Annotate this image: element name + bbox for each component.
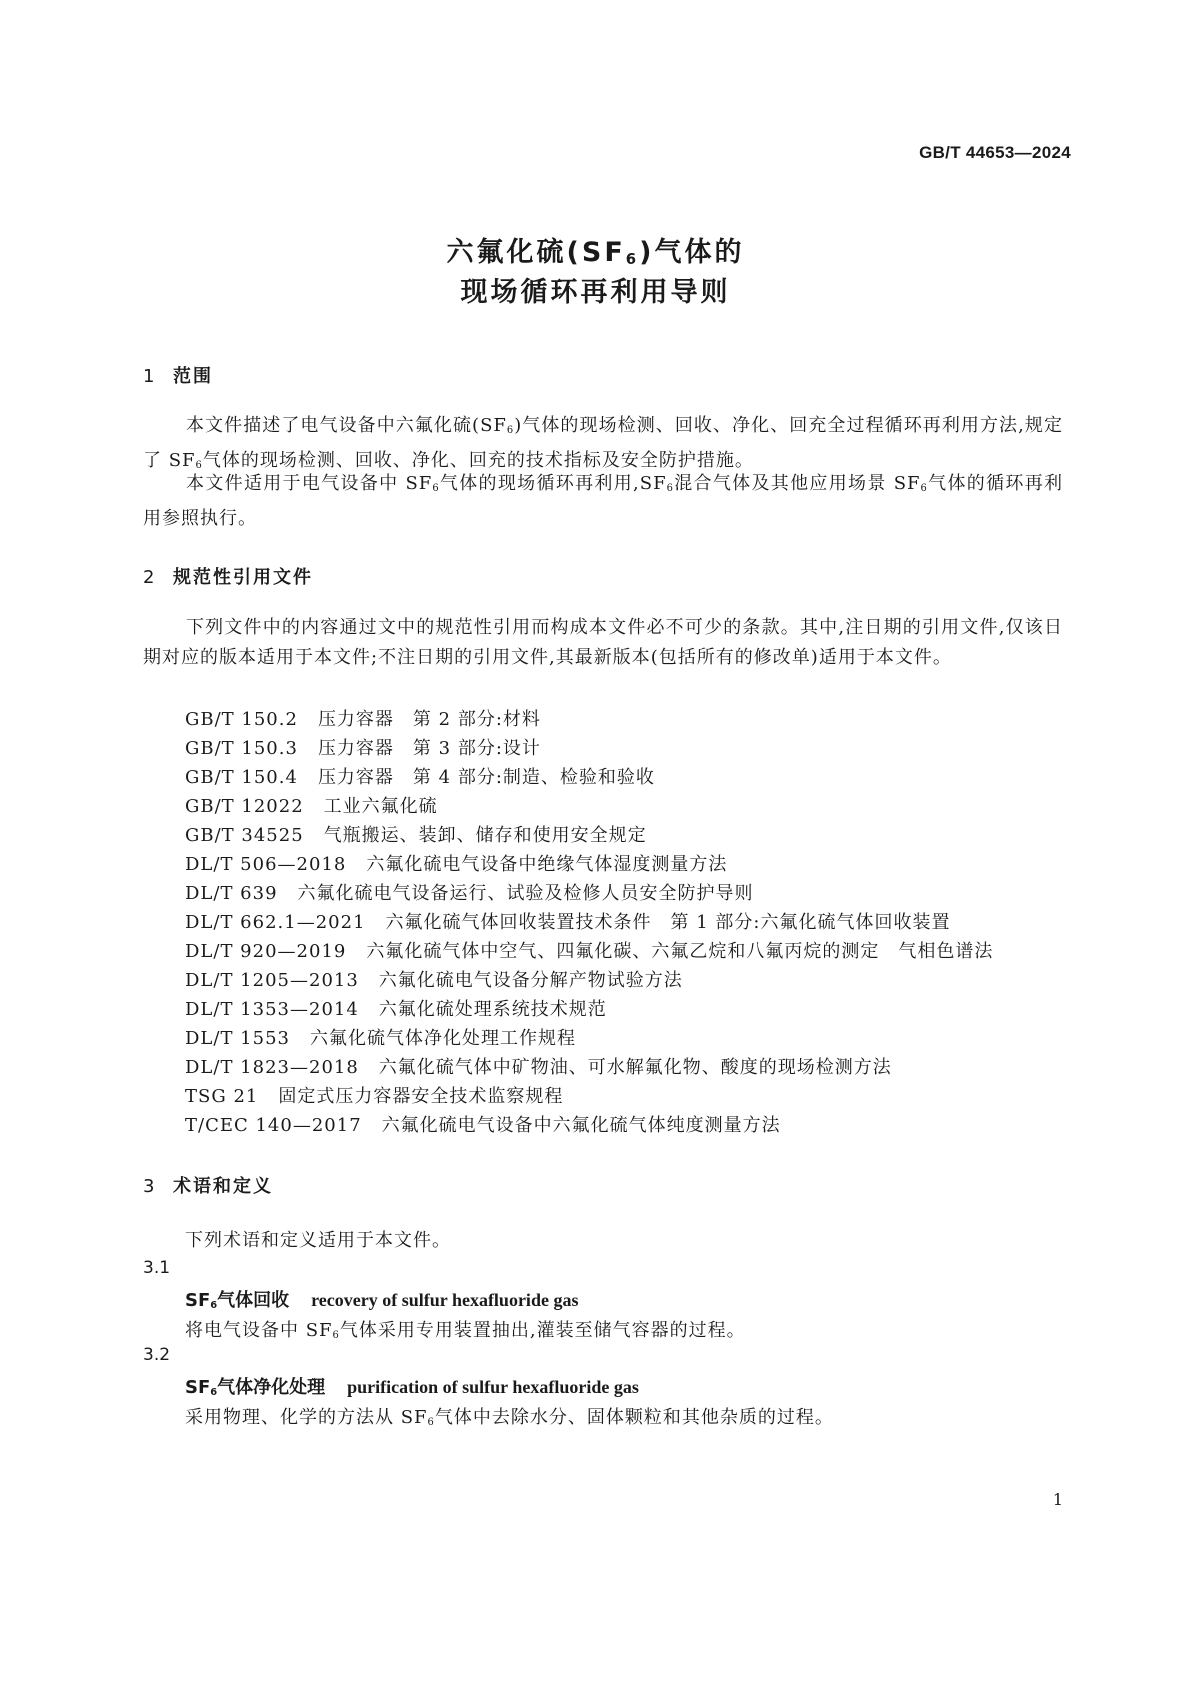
reference-item: TSG 21 固定式压力容器安全技术监察规程 [185, 1086, 564, 1107]
page-number: 1 [1052, 1490, 1063, 1509]
reference-item: GB/T 150.4 压力容器 第 4 部分:制造、检验和验收 [185, 767, 655, 788]
section-1-paragraph-1: 本文件描述了电气设备中六氟化硫$(SF_6)$气体的现场检测、回收、净化、回充全过程循环再利用方法,规定了 $SF_6$气体的现场检测、回收、净化、回充的技术指标及安全防护措施。 [143, 415, 1063, 471]
standard-number: GB/T 44653—2024 [919, 143, 1071, 162]
reference-item: T/CEC 140—2017 六氟化硫电气设备中六氟化硫气体纯度测量方法 [185, 1115, 781, 1136]
term-heading: $SF_6$气体回收 recovery of sulfur hexafluoride gas [185, 1290, 579, 1311]
reference-item: DL/T 1823—2018 六氟化硫气体中矿物油、可水解氟化物、酸度的现场检测方法 [185, 1057, 892, 1078]
term-definition: 将电气设备中 $SF_6$气体采用专用装置抽出,灌装至储气容器的过程。 [185, 1320, 746, 1341]
section-1-paragraph-2: 本文件适用于电气设备中 $SF_6$气体的现场循环再利用$,SF_6$混合气体及其他应用场景 $SF_6$气体的循环再利用参照执行。 [143, 473, 1064, 529]
term-heading: $SF_6$气体净化处理 purification of sulfur hexafluoride gas [185, 1377, 639, 1398]
reference-item: GB/T 34525 气瓶搬运、装卸、储存和使用安全规定 [185, 825, 647, 846]
document-title-line-2: 现场循环再利用导则 [460, 277, 731, 308]
section-2-heading: 2 规范性引用文件 [143, 567, 313, 588]
document-title-line-1: 六氟化硫$(SF_6)$气体的 [446, 237, 745, 268]
section-3-heading: 3 术语和定义 [143, 1176, 273, 1197]
reference-item: DL/T 639 六氟化硫电气设备运行、试验及检修人员安全防护导则 [185, 883, 754, 904]
reference-item: DL/T 1553 六氟化硫气体净化处理工作规程 [185, 1028, 576, 1049]
reference-item: DL/T 506—2018 六氟化硫电气设备中绝缘气体湿度测量方法 [185, 854, 728, 875]
section-1-heading: 1 范围 [143, 366, 213, 387]
clause-number: 3.1 [143, 1258, 171, 1278]
reference-item: GB/T 12022 工业六氟化硫 [185, 796, 438, 817]
term-definition: 采用物理、化学的方法从 $SF_6$气体中去除水分、固体颗粒和其他杂质的过程。 [185, 1407, 834, 1428]
reference-item: GB/T 150.3 压力容器 第 3 部分:设计 [185, 738, 541, 759]
reference-item: GB/T 150.2 压力容器 第 2 部分:材料 [185, 709, 541, 730]
reference-item: DL/T 1205—2013 六氟化硫电气设备分解产物试验方法 [185, 970, 683, 991]
reference-item: DL/T 920—2019 六氟化硫气体中空气、四氟化碳、六氟乙烷和八氟丙烷的测定 气相色谱法 [185, 941, 994, 962]
clause-number: 3.2 [143, 1345, 171, 1365]
reference-item: DL/T 662.1—2021 六氟化硫气体回收装置技术条件 第 1 部分:六氟化硫气体回收装置 [185, 912, 951, 933]
section-3-intro: 下列术语和定义适用于本文件。 [185, 1230, 451, 1251]
reference-item: DL/T 1353—2014 六氟化硫处理系统技术规范 [185, 999, 607, 1020]
section-2-intro: 下列文件中的内容通过文中的规范性引用而构成本文件必不可少的条款。其中,注日期的引用文件,仅该日期对应的版本适用于本文件;不注日期的引用文件,其最新版本(包括所有的修改单)适用于本文件。 [143, 617, 1063, 668]
